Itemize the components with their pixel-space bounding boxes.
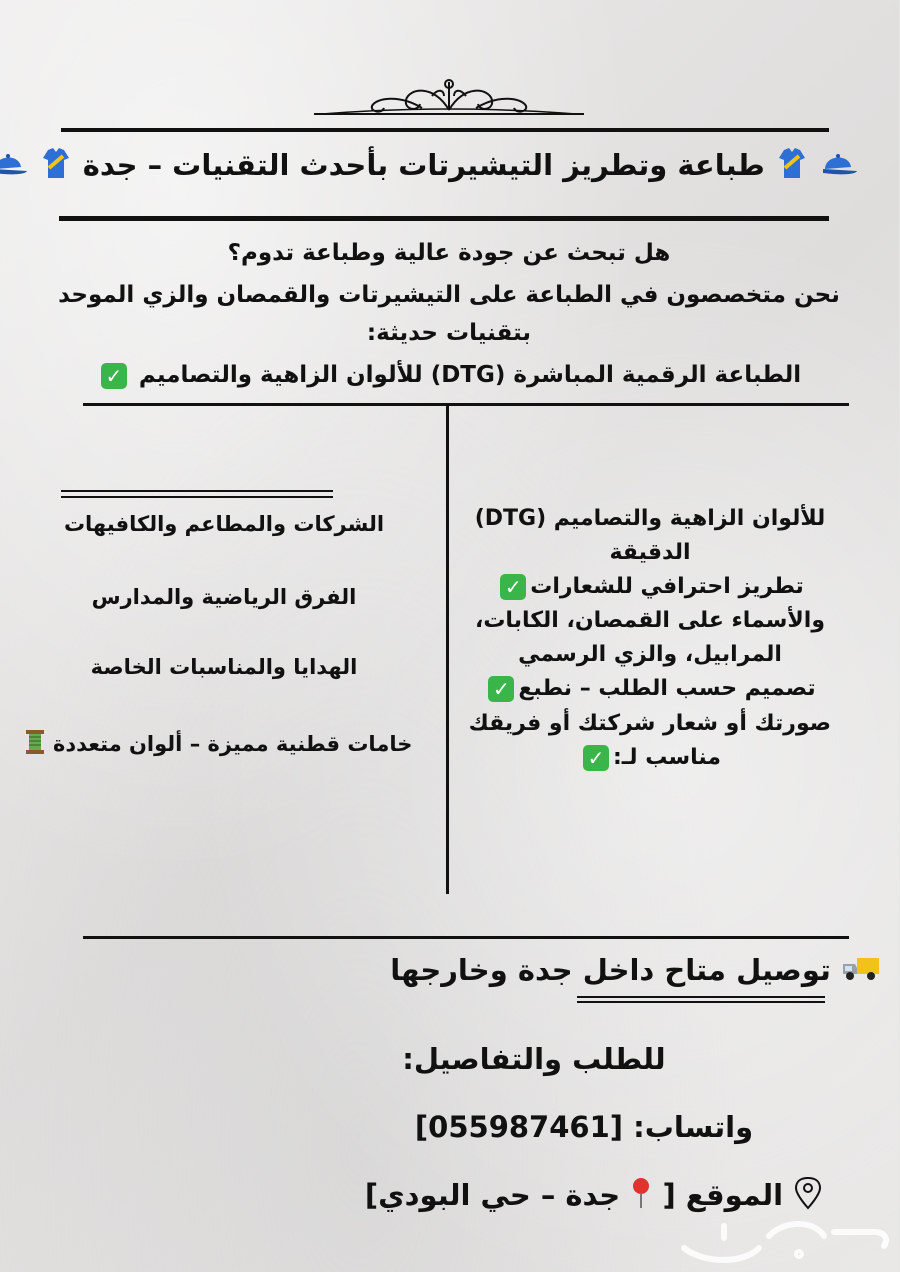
list-item: مناسب لـ:✓ <box>470 741 832 775</box>
check-icon: ✓ <box>489 676 515 702</box>
list-item: تطريز احترافي للشعارات✓ <box>470 570 832 604</box>
cap-icon <box>820 147 860 187</box>
column-divider <box>447 406 450 894</box>
shirt-icon <box>40 146 74 188</box>
intro-dtg <box>60 362 840 390</box>
footer-rule <box>84 936 850 939</box>
delivery-truck-icon <box>842 954 882 990</box>
location-label: الموقع [ <box>663 1177 785 1212</box>
intro-question: هل تبحث عن جودة عالية وطباعة تدوم؟ <box>228 240 672 266</box>
location-value: جدة – حي البودي] <box>365 1177 622 1212</box>
list-item: للألوان الزاهية والتصاميم (DTG) <box>475 506 827 531</box>
title-rule <box>60 216 830 221</box>
check-icon: ✓ <box>102 363 128 389</box>
page-title-row <box>40 146 860 188</box>
section-rule <box>84 403 850 406</box>
list-item: الفرق الرياضية والمدارس <box>92 585 358 609</box>
intro-dtg-text: الطباعة الرقمية المباشرة (DTG) للألوان الزاهية والتصاميم <box>139 362 803 388</box>
order-label: للطلب والتفاصيل: <box>403 1042 667 1076</box>
delivery-text: توصيل متاح داخل جدة وخارجها <box>391 953 832 987</box>
top-rule <box>62 128 830 132</box>
left-double-rule-bottom <box>62 496 334 498</box>
left-double-rule-top <box>62 490 334 492</box>
cap-icon <box>0 147 30 187</box>
delivery-underline-2 <box>578 1001 826 1003</box>
list-item: الهدايا والمناسبات الخاصة <box>91 655 359 679</box>
list-item: الدقيقة <box>610 540 692 566</box>
page-title: طباعة وتطريز التيشيرتات بأحدث التقنيات – جدة <box>83 147 766 182</box>
whatsapp-line: واتساب: [055987461] <box>415 1110 755 1144</box>
check-icon: ✓ <box>584 745 610 771</box>
delivery-line <box>391 953 882 990</box>
ornament-divider <box>315 74 585 122</box>
list-item: والأسماء على القمصان، الكابات، <box>475 608 827 634</box>
haraj-watermark-logo <box>665 1208 900 1272</box>
right-column <box>470 502 832 775</box>
delivery-underline-1 <box>578 996 826 998</box>
thread-spool-icon <box>25 728 47 762</box>
list-item: الشركات والمطاعم والكافيهات <box>64 512 386 536</box>
intro-specialty: نحن متخصصون في الطباعة على التيشيرتات والقمصان والزي الموحد <box>59 282 841 308</box>
list-item-fabrics: خامات قطنية مميزة – ألوان متعددة <box>14 728 424 762</box>
intro-tech: بتقنيات حديثة: <box>367 320 533 346</box>
list-item: تصميم حسب الطلب – نطبع✓ <box>470 672 832 706</box>
list-item: المرابيل، والزي الرسمي <box>519 642 783 668</box>
shirt-icon <box>776 146 810 188</box>
pin-icon <box>631 1177 653 1217</box>
list-item: صورتك أو شعار شركتك أو فريقك <box>469 710 832 736</box>
check-icon: ✓ <box>501 574 527 600</box>
